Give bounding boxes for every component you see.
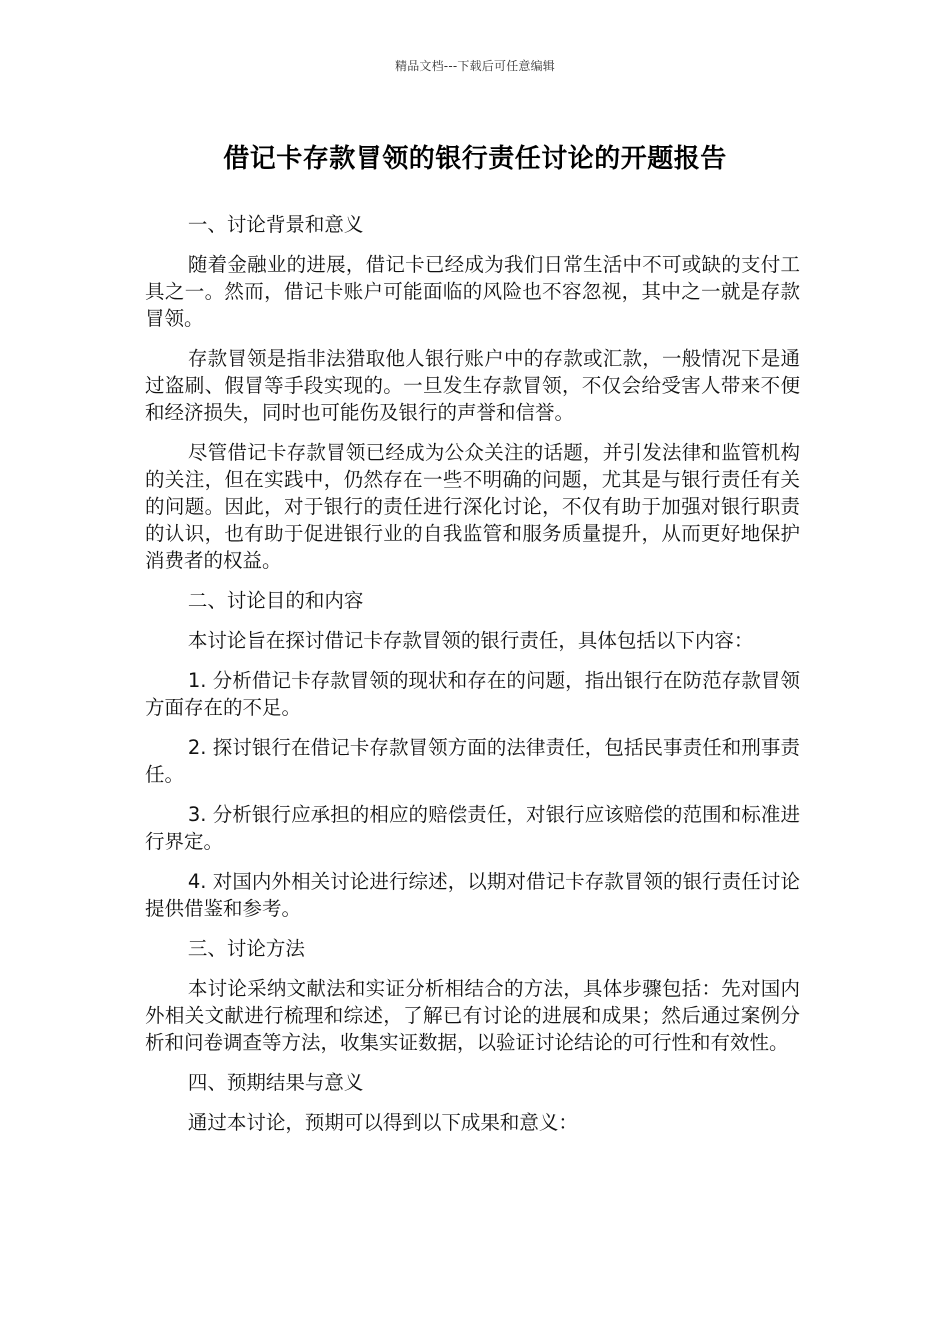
list-item-purpose-4: 4. 对国内外相关讨论进行综述，以期对借记卡存款冒领的银行责任讨论提供借鉴和参考。 xyxy=(145,870,800,920)
paragraph-background-3: 尽管借记卡存款冒领已经成为公众关注的话题，并引发法律和监管机构的关注，但在实践中，仍然存在一些不明确的问题，尤其是与银行责任有关的问题。因此，对于银行的责任进行深化讨论，不仅有助于加强对银行职责的认识，也有助于促进银行业的自我监管和服务质量提升，从而更好地保护消费者的权益。 xyxy=(145,441,800,572)
document-body xyxy=(145,211,800,1149)
paragraph-purpose-intro: 本讨论旨在探讨借记卡存款冒领的银行责任，具体包括以下内容： xyxy=(187,629,754,652)
paragraph-expected-intro: 通过本讨论，预期可以得到以下成果和意义： xyxy=(187,1111,578,1134)
paragraph-method: 本讨论采纳文献法和实证分析相结合的方法，具体步骤包括：先对国内外相关文献进行梳理和综述，了解已有讨论的进展和成果；然后通过案例分析和问卷调查等方法，收集实证数据，以验证讨论结论的可行性和有效性。 xyxy=(145,977,800,1054)
section-heading-method: 三、讨论方法 xyxy=(187,937,305,960)
list-item-purpose-2: 2. 探讨银行在借记卡存款冒领方面的法律责任，包括民事责任和刑事责任。 xyxy=(145,736,800,786)
header-note: 精品文档---下载后可任意编辑 xyxy=(395,59,555,73)
list-item-purpose-3: 3. 分析银行应承担的相应的赔偿责任，对银行应该赔偿的范围和标准进行界定。 xyxy=(145,803,800,853)
page-title: 借记卡存款冒领的银行责任讨论的开题报告 xyxy=(223,144,727,174)
section-heading-expected: 四、预期结果与意义 xyxy=(187,1071,364,1094)
section-heading-purpose: 二、讨论目的和内容 xyxy=(187,589,364,612)
paragraph-background-1: 随着金融业的进展，借记卡已经成为我们日常生活中不可或缺的支付工具之一。然而，借记卡账户可能面临的风险也不容忽视，其中之一就是存款冒领。 xyxy=(145,253,800,330)
list-item-purpose-1: 1. 分析借记卡存款冒领的现状和存在的问题，指出银行在防范存款冒领方面存在的不足。 xyxy=(145,669,800,719)
section-heading-background: 一、讨论背景和意义 xyxy=(187,213,364,236)
paragraph-background-2: 存款冒领是指非法猎取他人银行账户中的存款或汇款，一般情况下是通过盗刷、假冒等手段实现的。一旦发生存款冒领，不仅会给受害人带来不便和经济损失，同时也可能伤及银行的声誉和信誉。 xyxy=(145,347,800,424)
